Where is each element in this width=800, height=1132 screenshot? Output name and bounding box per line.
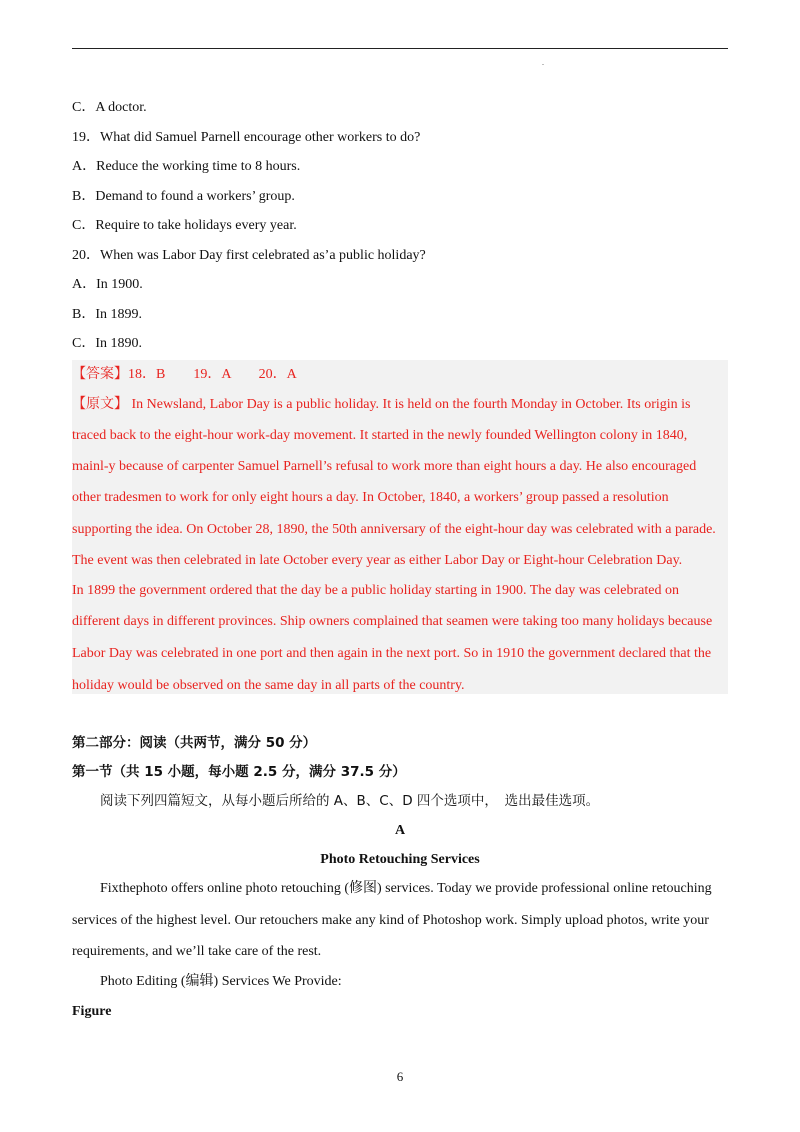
original-line: Labor Day was celebrated in one port and then again in the next port. So in 1910 the government declared that the [72, 646, 712, 661]
page-number: 6 [396, 1069, 404, 1084]
question-line: C．A doctor. [72, 100, 147, 115]
part-title: 第二部分：阅读（共两节，满分 50 分） [72, 735, 317, 751]
question-line: 19．What did Samuel Parnell encourage other workers to do? [72, 130, 421, 145]
question-line: A．In 1900. [72, 277, 143, 292]
passage-letter: A [394, 823, 406, 838]
original-line: traced back to the eight-hour work-day movement. It started in the newly founded Wellington colony in 1840, [72, 428, 688, 443]
instruction: 阅读下列四篇短文，从每小题后所给的 A、B、C、D 四个选项中， 选出最佳选项。 [100, 793, 600, 809]
question-line: B．In 1899. [72, 307, 142, 322]
answer-values: 18．B 19．A 20．A [128, 367, 297, 382]
paragraph-line: services of the highest level. Our retouchers make any kind of Photoshop work. Simply upload photos, write your [72, 913, 709, 928]
original-line: supporting the idea. On October 28, 1890, the 50th anniversary of the eight-hour day was celebrated with a parade. [72, 522, 716, 537]
question-line: C．Require to take holidays every year. [72, 218, 297, 233]
services-heading: Photo Editing (编辑) Services We Provide: [100, 974, 342, 989]
answer-line [72, 366, 297, 383]
original-line: different days in different provinces. Ship owners complained that seamen were taking too many holidays because [72, 614, 713, 629]
original-line: In 1899 the government ordered that the day be a public holiday starting in 1900. The day was celebrated on [72, 583, 680, 598]
paragraph-line: requirements, and we’ll take care of the rest. [72, 944, 322, 959]
figure-label: Figure [72, 1004, 112, 1019]
question-line: B．Demand to found a workers’ group. [72, 189, 295, 204]
original-line: The event was then celebrated in late October every year as either Labor Day or Eight-hour Celebration Day. [72, 553, 683, 568]
question-line: A．Reduce the working time to 8 hours. [72, 159, 301, 174]
original-line: 【原文】 In Newsland, Labor Day is a public holiday. It is held on the fourth Monday in October. Its origin is [72, 396, 691, 412]
header-dot: . [542, 58, 544, 67]
original-label: 【原文】 [72, 396, 128, 412]
original-line: holiday would be observed on the same day in all parts of the country. [72, 678, 465, 693]
question-line: 20．When was Labor Day first celebrated as’a public holiday? [72, 248, 426, 263]
question-line: C．In 1890. [72, 336, 142, 351]
answer-label: 【答案】 [72, 366, 128, 382]
original-line: other tradesmen to work for only eight hours a day. In October, 1840, a workers’ group passed a resolution [72, 490, 669, 505]
header-rule [72, 48, 728, 49]
paragraph-line: Fixthephoto offers online photo retouching (修图) services. Today we provide professional online retouching [100, 881, 712, 896]
sub-title: 第一节（共 15 小题，每小题 2.5 分，满分 37.5 分） [72, 764, 406, 780]
original-line: mainl-y because of carpenter Samuel Parnell’s refusal to work more than eight hours a day. He also encouraged [72, 459, 697, 474]
passage-title: Photo Retouching Services [320, 852, 480, 867]
